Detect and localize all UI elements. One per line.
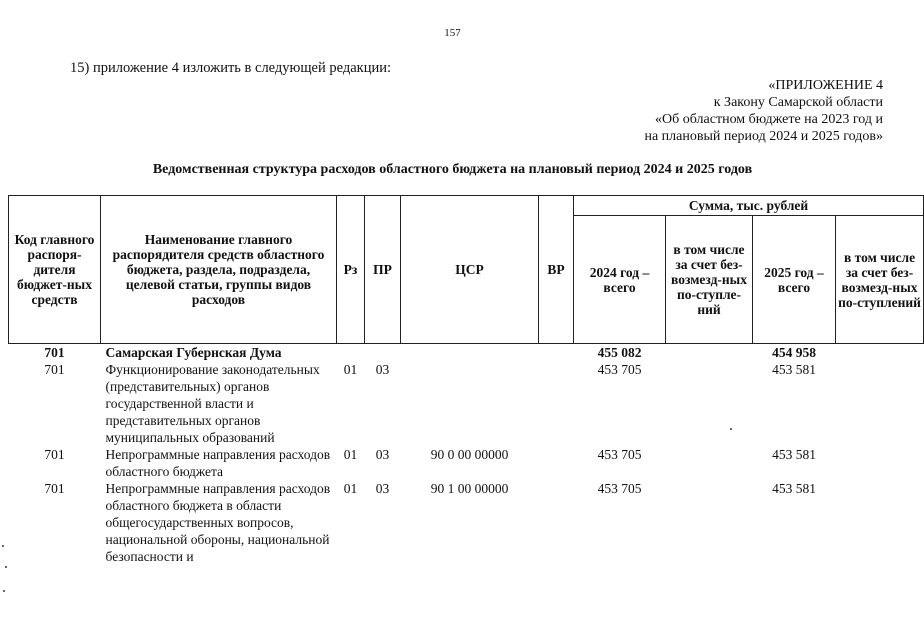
row-csr: 90 0 00 00000 [430,447,509,462]
row-2024-free [666,344,753,362]
row-name: Функционирование законодательных (представительных) органов государственной власти и представительных органов муниципальных образований [105,362,320,445]
appendix-line-3: «Об областном бюджете на 2023 год и [655,112,883,127]
header-2025-free: в том числе за счет без-возмезд-ных по-ступлений [836,216,924,344]
row-code: 701 [44,481,65,496]
table-row [9,344,924,362]
header-pr: ПР [365,196,401,344]
header-code: Код главного распоря-дителя бюджет-ных средств [9,196,101,344]
row-2024-total: 453 705 [597,362,642,377]
row-rz: 01 [343,362,358,377]
header-name: Наименование главного распорядителя средств областного бюджета, раздела, подраздела, целевой статьи, группы видов расходов [101,196,337,344]
row-2024-total: 453 705 [597,481,642,496]
row-rz: 01 [343,447,358,462]
row-rz: 01 [343,481,358,496]
row-2025-free [836,344,924,362]
row-code: 701 [44,345,65,360]
appendix-heading [644,77,883,145]
row-pr: 03 [375,362,390,377]
row-vr [539,480,574,565]
header-csr: ЦСР [401,196,539,344]
row-2025-free [836,480,924,565]
row-2025-total: 453 581 [772,481,816,496]
scan-speck [3,590,5,592]
row-2025-free [836,361,924,446]
row-2024-total: 453 705 [597,447,642,462]
appendix-line-4: на плановый период 2024 и 2025 годов» [644,129,883,144]
row-2025-total: 453 581 [772,447,816,462]
header-2024-total: 2024 год – всего [574,216,666,344]
header-rz: Рз [337,196,365,344]
row-code: 701 [44,362,65,377]
table-row [9,446,924,480]
row-2024-free [666,480,753,565]
row-name: Самарская Губернская Дума [105,345,282,360]
intro-text: 15) приложение 4 изложить в следующей редакции: [70,60,392,76]
row-name: Непрограммные направления расходов областного бюджета в области общегосударственных вопросов, национальной обороны, национальной безопасности и [105,481,331,564]
page-number: 157 [444,27,461,39]
row-vr [539,361,574,446]
row-2024-free [666,446,753,480]
header-sum: Сумма, тыс. рублей [574,196,924,216]
row-csr [401,361,539,446]
row-vr [539,446,574,480]
row-name: Непрограммные направления расходов областного бюджета [105,447,331,479]
row-2024-total: 455 082 [597,345,642,360]
table-title: Ведомственная структура расходов областного бюджета на плановый период 2024 и 2025 годов [152,162,753,177]
appendix-line-2: к Закону Самарской области [713,95,883,110]
appendix-line-1: «ПРИЛОЖЕНИЕ 4 [768,78,883,93]
header-2024-free: в том числе за счет без-возмезд-ных по-ступле-ний [666,216,753,344]
row-pr: 03 [375,481,390,496]
row-2025-free [836,446,924,480]
table-row [9,361,924,446]
row-csr [401,344,539,362]
scan-speck [5,566,7,568]
row-rz [337,344,365,362]
row-2025-total: 454 958 [772,345,816,360]
row-pr: 03 [375,447,390,462]
budget-table [8,195,924,565]
row-code: 701 [44,447,65,462]
row-vr [539,344,574,362]
row-csr: 90 1 00 00000 [430,481,509,496]
header-vr: ВР [539,196,574,344]
scan-speck [2,545,4,547]
scan-speck [730,428,732,430]
row-2025-total: 453 581 [772,362,816,377]
table-row [9,480,924,565]
row-pr [365,344,401,362]
row-2024-free [666,361,753,446]
header-2025-total: 2025 год – всего [753,216,836,344]
